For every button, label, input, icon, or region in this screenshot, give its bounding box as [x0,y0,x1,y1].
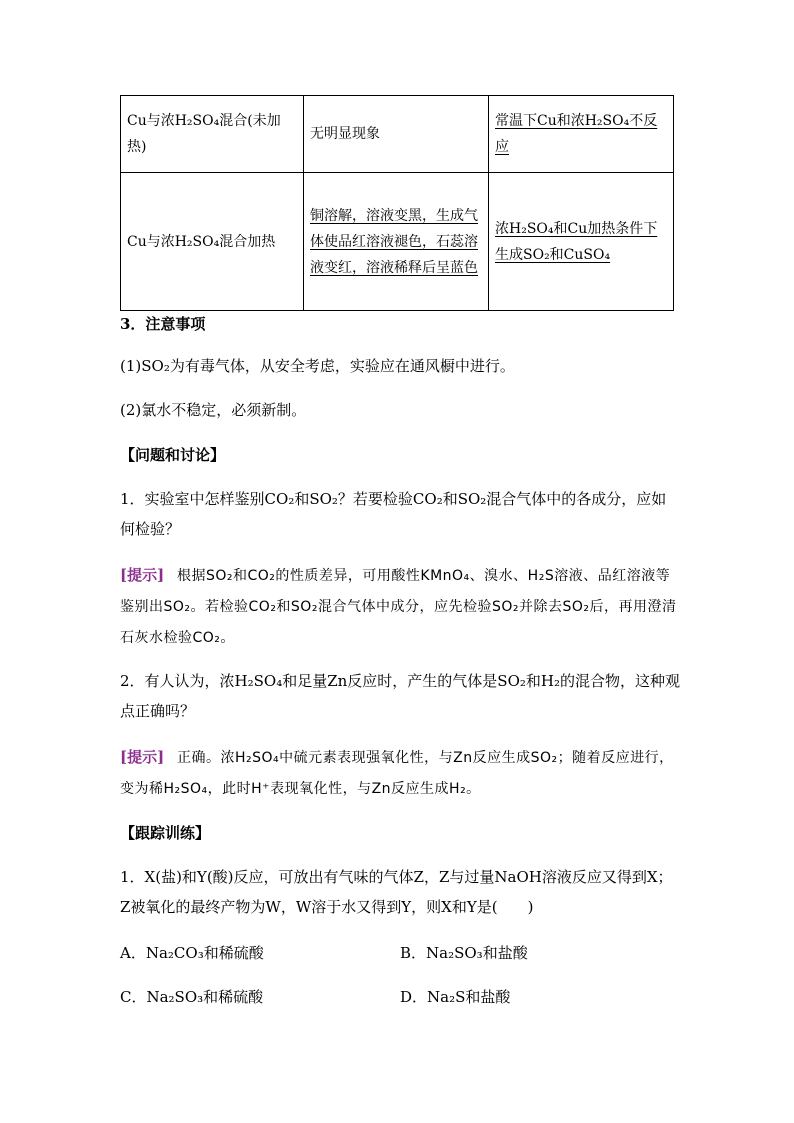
table-cell: 铜溶解，溶液变黑，生成气体使品红溶液褪色，石蕊溶液变红，溶液稀释后呈蓝色 [304,173,489,311]
hint-text: 正确。浓H₂SO₄中硫元素表现强氧化性，与Zn反应生成SO₂；随着反应进行，变为稀H₂SO₄，此时H⁺表现氧化性，与Zn反应生成H₂。 [120,750,674,797]
option-d: D．Na₂S和盐酸 [400,988,511,1006]
table-row [121,96,674,173]
option-c: C．Na₂SO₃和稀硫酸 [120,988,264,1006]
notes-heading: 3．注意事项 [120,315,206,333]
table-row [121,173,674,311]
table-cell: 常温下Cu和浓H₂SO₄不反应 [489,96,674,173]
hint-label: [提示] [120,748,165,766]
table-cell: 浓H₂SO₄和Cu加热条件下生成SO₂和CuSO₄ [489,173,674,311]
hint-label: [提示] [120,566,165,584]
discussion-heading: 【问题和讨论】 [120,446,226,464]
option-a: A．Na₂CO₃和稀硫酸 [120,944,264,962]
answer-2 [120,742,680,804]
table-cell: Cu与浓H₂SO₄混合(未加热) [121,96,304,173]
question-2: 2．有人认为，浓H₂SO₄和足量Zn反应时，产生的气体是SO₂和H₂的混合物，这种观点正确吗？ [120,672,680,720]
option-b: B．Na₂SO₃和盐酸 [400,944,528,962]
training-heading: 【跟踪训练】 [120,824,211,842]
question-1: 1．实验室中怎样鉴别CO₂和SO₂？若要检验CO₂和SO₂混合气体中的各成分，应如何检验？ [120,490,667,538]
training-question-1: 1．X(盐)和Y(酸)反应，可放出有气味的气体Z，Z与过量NaOH溶液反应又得到X；Z被氧化的最终产物为W，W溶于水又得到Y，则X和Y是( ) [120,868,673,916]
answer-1 [120,560,680,653]
table-cell: Cu与浓H₂SO₄混合加热 [121,173,304,311]
experiment-table [120,95,674,311]
note-item: (2)氯水不稳定，必须新制。 [120,401,307,419]
table-cell: 无明显现象 [304,96,489,173]
note-item: (1)SO₂为有毒气体，从安全考虑，实验应在通风橱中进行。 [120,357,515,375]
hint-text: 根据SO₂和CO₂的性质差异，可用酸性KMnO₄、溴水、H₂S溶液、品红溶液等鉴别出SO₂。若检验CO₂和SO₂混合气体中成分，应先检验SO₂并除去SO₂后，再用澄清石灰水检验CO₂。 [120,568,677,646]
